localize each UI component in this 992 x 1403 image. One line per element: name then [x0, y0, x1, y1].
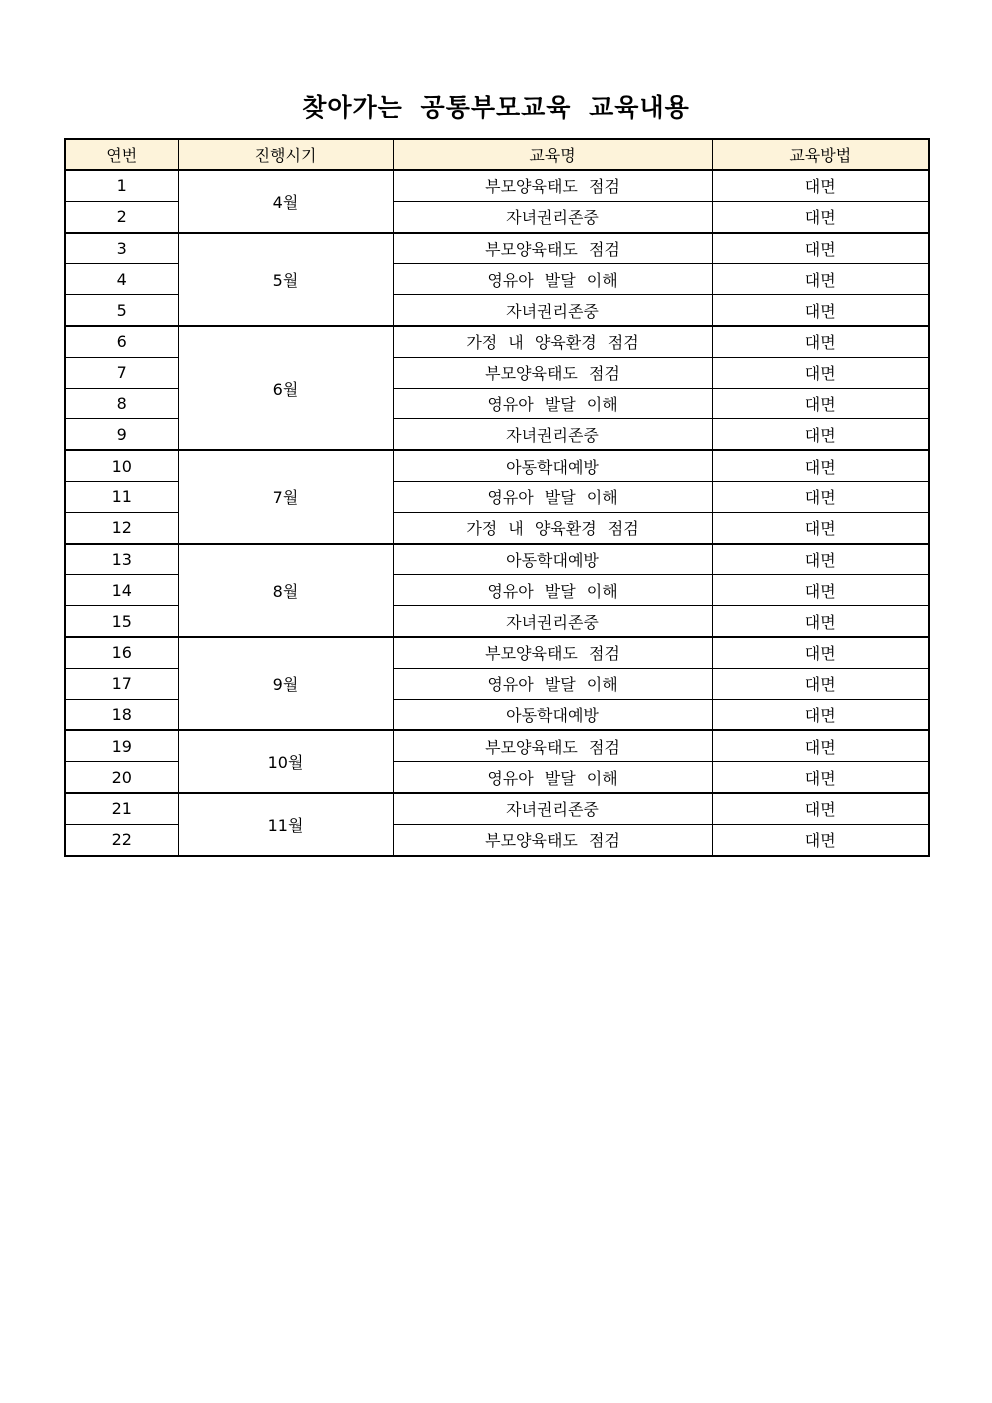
education-method: 대면	[712, 357, 929, 388]
table-header	[65, 139, 929, 170]
row-number: 4	[65, 264, 178, 295]
row-number: 20	[65, 762, 178, 793]
education-name: 영유아 발달 이해	[393, 388, 712, 419]
row-number: 19	[65, 730, 178, 761]
row-number: 3	[65, 233, 178, 264]
row-number: 7	[65, 357, 178, 388]
period-month: 9월	[178, 637, 393, 730]
row-number: 13	[65, 544, 178, 575]
table-row	[65, 730, 929, 761]
row-number: 12	[65, 512, 178, 543]
period-month: 10월	[178, 730, 393, 793]
education-method: 대면	[712, 793, 929, 824]
education-method: 대면	[712, 606, 929, 637]
table-row	[65, 170, 929, 201]
period-month: 6월	[178, 326, 393, 450]
education-name: 자녀권리존중	[393, 793, 712, 824]
row-number: 6	[65, 326, 178, 357]
education-name: 아동학대예방	[393, 450, 712, 481]
row-number: 1	[65, 170, 178, 201]
row-number: 16	[65, 637, 178, 668]
education-name: 부모양육태도 점검	[393, 170, 712, 201]
education-method: 대면	[712, 512, 929, 543]
row-number: 11	[65, 481, 178, 512]
education-name: 영유아 발달 이해	[393, 762, 712, 793]
education-name: 영유아 발달 이해	[393, 481, 712, 512]
row-number: 2	[65, 201, 178, 232]
education-method: 대면	[712, 264, 929, 295]
header-name: 교육명	[393, 139, 712, 170]
row-number: 8	[65, 388, 178, 419]
header-row	[65, 139, 929, 170]
education-method: 대면	[712, 637, 929, 668]
education-name: 가정 내 양육환경 점검	[393, 326, 712, 357]
education-method: 대면	[712, 419, 929, 450]
education-name: 자녀권리존중	[393, 606, 712, 637]
row-number: 10	[65, 450, 178, 481]
education-method: 대면	[712, 201, 929, 232]
education-name: 영유아 발달 이해	[393, 575, 712, 606]
period-month: 5월	[178, 233, 393, 326]
table-body	[65, 170, 929, 856]
education-method: 대면	[712, 295, 929, 326]
education-method: 대면	[712, 388, 929, 419]
table-row	[65, 326, 929, 357]
education-name: 부모양육태도 점검	[393, 730, 712, 761]
table-row	[65, 450, 929, 481]
period-month: 7월	[178, 450, 393, 543]
row-number: 14	[65, 575, 178, 606]
row-number: 5	[65, 295, 178, 326]
education-name: 영유아 발달 이해	[393, 668, 712, 699]
education-name: 아동학대예방	[393, 699, 712, 730]
header-method: 교육방법	[712, 139, 929, 170]
education-method: 대면	[712, 450, 929, 481]
table-row	[65, 544, 929, 575]
table-row	[65, 233, 929, 264]
education-method: 대면	[712, 326, 929, 357]
row-number: 22	[65, 824, 178, 855]
header-num: 연번	[65, 139, 178, 170]
education-name: 부모양육태도 점검	[393, 233, 712, 264]
row-number: 9	[65, 419, 178, 450]
education-method: 대면	[712, 730, 929, 761]
education-name: 영유아 발달 이해	[393, 264, 712, 295]
education-name: 자녀권리존중	[393, 419, 712, 450]
education-method: 대면	[712, 762, 929, 793]
period-month: 8월	[178, 544, 393, 637]
education-name: 자녀권리존중	[393, 201, 712, 232]
row-number: 15	[65, 606, 178, 637]
education-name: 자녀권리존중	[393, 295, 712, 326]
education-name: 부모양육태도 점검	[393, 357, 712, 388]
education-name: 아동학대예방	[393, 544, 712, 575]
education-method: 대면	[712, 824, 929, 855]
period-month: 11월	[178, 793, 393, 856]
table-row	[65, 793, 929, 824]
education-method: 대면	[712, 575, 929, 606]
row-number: 18	[65, 699, 178, 730]
row-number: 17	[65, 668, 178, 699]
header-period: 진행시기	[178, 139, 393, 170]
education-method: 대면	[712, 668, 929, 699]
row-number: 21	[65, 793, 178, 824]
page-title: 찾아가는 공통부모교육 교육내용	[302, 93, 690, 122]
education-name: 부모양육태도 점검	[393, 824, 712, 855]
table-row	[65, 637, 929, 668]
education-method: 대면	[712, 699, 929, 730]
education-method: 대면	[712, 170, 929, 201]
education-schedule-table	[64, 138, 930, 857]
education-method: 대면	[712, 544, 929, 575]
education-name: 가정 내 양육환경 점검	[393, 512, 712, 543]
education-method: 대면	[712, 481, 929, 512]
education-method: 대면	[712, 233, 929, 264]
period-month: 4월	[178, 170, 393, 233]
education-name: 부모양육태도 점검	[393, 637, 712, 668]
